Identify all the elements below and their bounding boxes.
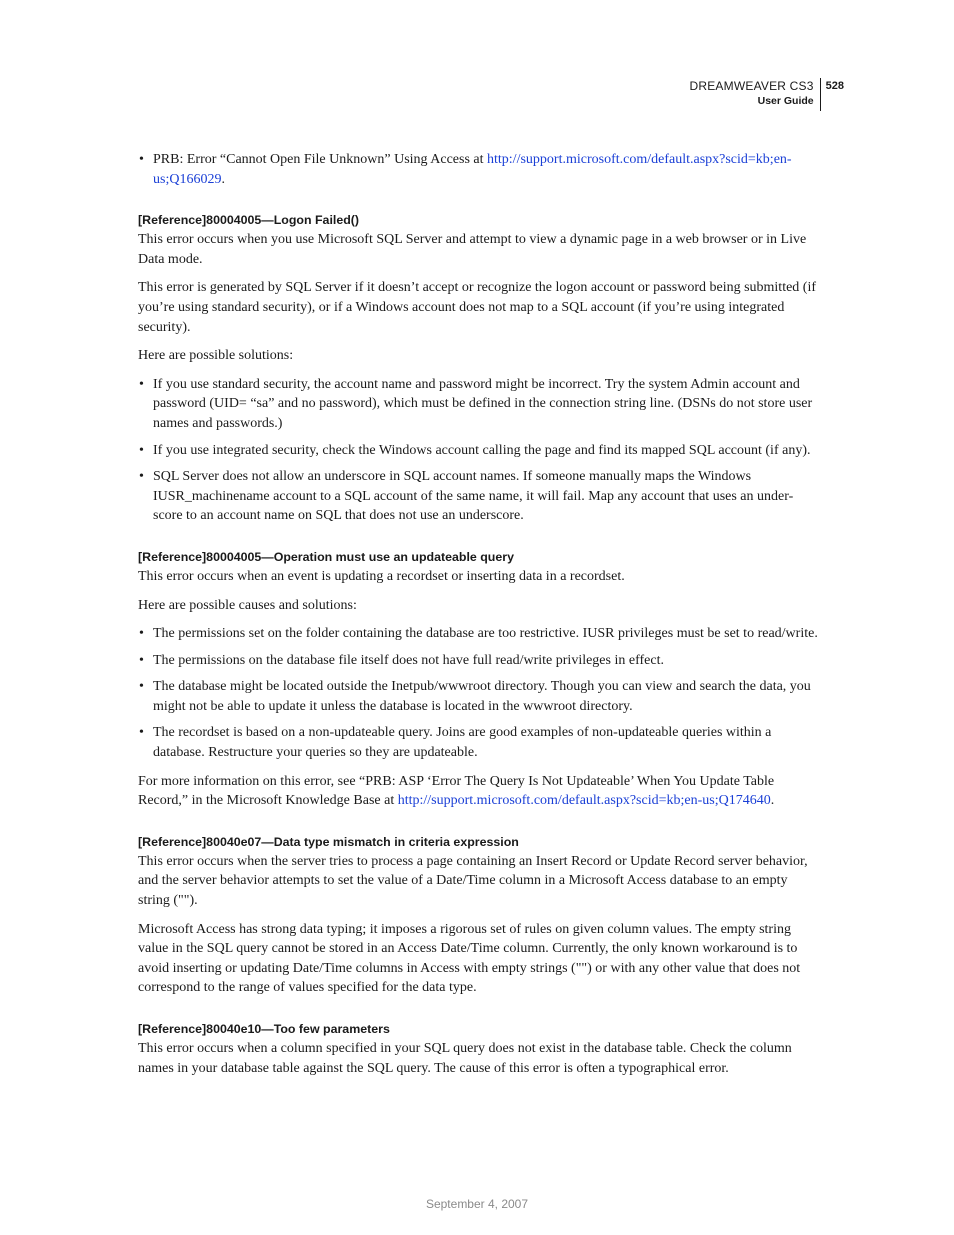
paragraph: Microsoft Access has strong data typing; it imposes a rigorous set of rules on given column values. The empty string value in the SQL query cannot be stored in an Access Date/Time column. Currently, the only known workaround is to avoid inserting or updating Date/Time columns in Access with empty strings ("") or with any other value that does not correspond to the range of values specified for the data type. (138, 921, 801, 996)
heading-logon-failed: [Reference]80004005—Logon Failed() (138, 213, 360, 228)
paragraph (138, 772, 818, 811)
paragraph: This error occurs when you use Microsoft SQL Server and attempt to view a dynamic page in a web browser or in Live Data mode. (138, 232, 807, 267)
updateable-causes-list (138, 624, 818, 763)
page-number: 528 (825, 80, 844, 92)
item-text: The permissions on the database file itself does not have full read/write privileges in effect. (153, 652, 664, 668)
list-item (138, 624, 818, 644)
item-tail: . (221, 171, 225, 187)
bullet: • (139, 725, 144, 741)
item-text: If you use standard security, the account name and password might be incorrect. Try the system Admin account and password (UID= “sa” and no password), which must be defined in the connection string line. (DSNs do not store user names and passwords.) (153, 376, 813, 431)
item-text: The database might be located outside the Inetpub/wwwroot directory. Though you can view and search the data, you might not be able to update it unless the database is located in the wwwroot directory. (153, 679, 811, 714)
item-text: The permissions set on the folder containing the database are too restrictive. IUSR privileges must be set to read/write. (153, 626, 818, 642)
list-item (138, 467, 818, 526)
item-text: SQL Server does not allow an underscore in SQL account names. If someone manually maps the Windows IUSR_machinename account to a SQL account of the same name, it will fail. Map any account that uses an under-score to an account name on SQL that does not use an underscore. (153, 469, 794, 524)
paragraph: This error is generated by SQL Server if it doesn’t accept or recognize the logon account or password being submitted (if you’re using standard security), or if a Windows account does not map to a SQL account (if you’re using integrated security). (138, 280, 817, 335)
list-item (138, 375, 818, 434)
page-header (690, 78, 845, 111)
list-item (138, 677, 818, 716)
header-titles (690, 78, 820, 108)
item-text: PRB: Error “Cannot Open File Unknown” Using Access at (153, 152, 488, 167)
footer-date: September 4, 2007 (425, 1197, 529, 1211)
item-text: The recordset is based on a non-updateable query. Joins are good examples of non-updateable queries within a database. Restructure your queries so they are updateable. (153, 725, 772, 761)
bullet: • (139, 626, 144, 642)
logon-solutions-list (138, 375, 818, 526)
paragraph: Here are possible causes and solutions: (138, 597, 357, 613)
list-item (138, 723, 818, 762)
list-item (138, 441, 818, 461)
more-info-text: For more information on this error, see “PRB: ASP ‘Error The Query Is Not Updateable’ When You Update Table Record,” in the Microsoft Knowledge Base at (138, 773, 775, 809)
more-info-tail: . (770, 793, 775, 809)
paragraph: Here are possible solutions: (138, 348, 294, 364)
guide-name: User Guide (757, 95, 814, 107)
bullet: • (139, 442, 144, 458)
paragraph: This error occurs when the server tries to process a page containing an Insert Record or Update Record server behavior, and the server behavior attempts to set the value of a Date/Time column in a Microsoft Access database to an empty string (""). (138, 853, 808, 909)
paragraph: This error occurs when an event is updating a recordset or inserting data in a recordset. (138, 568, 625, 584)
bullet: • (139, 652, 144, 668)
kb-link-q166029[interactable]: http://support.microsoft.com/default.aspx?scid=kb;en-us;Q166029 (153, 152, 792, 187)
paragraph: This error occurs when a column specified in your SQL query does not exist in the database table. Check the column names in your database table against the SQL query. The cause of this error is often a typographical error. (138, 1041, 792, 1076)
item-text: If you use integrated security, check the Windows account calling the page and find its mapped SQL account (if any). (153, 442, 811, 458)
document-body (138, 150, 818, 1087)
heading-data-type-mismatch: [Reference]80040e07—Data type mismatch in criteria expression (138, 834, 519, 849)
bullet: • (139, 679, 144, 695)
intro-list (138, 150, 818, 189)
bullet: • (139, 376, 144, 392)
kb-link-q174640[interactable]: http://support.microsoft.com/default.aspx?scid=kb;en-us;Q174640 (397, 793, 771, 809)
bullet: • (139, 152, 144, 167)
list-item (138, 150, 818, 189)
list-item (138, 651, 818, 671)
product-name: DREAMWEAVER CS3 (689, 79, 814, 93)
heading-too-few-parameters: [Reference]80040e10—Too few parameters (138, 1022, 390, 1036)
bullet: • (139, 469, 144, 485)
heading-updateable-query: [Reference]80004005—Operation must use an updateable query (138, 549, 514, 564)
